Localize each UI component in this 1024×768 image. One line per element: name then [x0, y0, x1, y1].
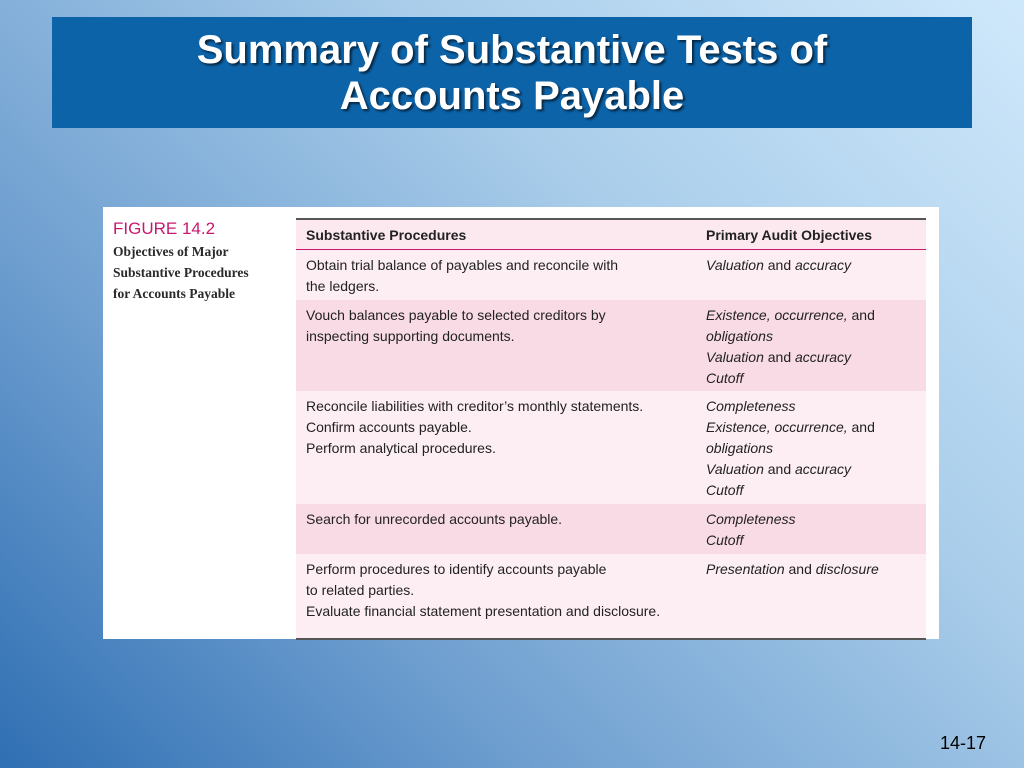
objective-text: Cutoff [706, 370, 744, 386]
table-row [296, 391, 926, 504]
procedure-line: Reconcile liabilities with creditor’s monthly statements. [306, 398, 644, 414]
objective-text: and [847, 419, 875, 435]
objective-text: disclosure [815, 561, 879, 577]
figure-description-1: Objectives of Major [113, 244, 229, 259]
objective-text: and [763, 257, 795, 273]
procedure-cell [296, 509, 696, 530]
procedure-line: Perform procedures to identify accounts payable [306, 561, 607, 577]
procedure-line: the ledgers. [306, 278, 380, 294]
objective-line [706, 559, 926, 580]
objective-text: and [847, 307, 875, 323]
objective-text: accuracy [795, 461, 852, 477]
objective-line [706, 509, 926, 530]
objective-line [706, 530, 926, 551]
figure-label: FIGURE 14.2 [113, 219, 216, 238]
objective-line [706, 396, 926, 417]
slide-number: 14-17 [940, 733, 987, 753]
objective-text: and [763, 461, 795, 477]
objective-text: Valuation [706, 349, 764, 365]
objective-text: and [763, 349, 795, 365]
objective-line [706, 438, 926, 459]
table-row [296, 504, 926, 554]
table-header [296, 220, 926, 250]
objective-line [706, 459, 926, 480]
objective-text: Completeness [706, 398, 796, 414]
objective-text: and [784, 561, 816, 577]
table-row [296, 300, 926, 391]
procedure-cell [296, 255, 696, 297]
objective-cell [696, 509, 926, 551]
figure-caption [113, 219, 288, 304]
procedure-line: Confirm accounts payable. [306, 419, 472, 435]
procedure-line: to related parties. [306, 582, 415, 598]
objective-line [706, 255, 926, 276]
objective-line [706, 347, 926, 368]
objective-line [706, 305, 926, 326]
figure-panel [103, 207, 939, 639]
objective-text: Presentation [706, 561, 785, 577]
table-row [296, 250, 926, 300]
procedure-cell [296, 305, 696, 347]
objective-text: Valuation [706, 257, 764, 273]
objective-text: accuracy [795, 349, 852, 365]
objective-cell [696, 396, 926, 501]
procedures-table [296, 218, 926, 640]
procedure-line: Vouch balances payable to selected creditors by [306, 307, 606, 323]
header-procedures: Substantive Procedures [306, 226, 467, 243]
procedure-line: Search for unrecorded accounts payable. [306, 511, 563, 527]
objective-line [706, 368, 926, 389]
objective-text: Cutoff [706, 532, 744, 548]
objective-text: accuracy [795, 257, 852, 273]
table-body [296, 250, 926, 638]
procedure-line: Perform analytical procedures. [306, 440, 496, 456]
slide-title: Summary of Substantive Tests of Accounts Payable [196, 27, 828, 118]
objective-cell [696, 255, 926, 276]
objective-text: obligations [706, 440, 773, 456]
objective-line [706, 326, 926, 347]
table-row [296, 554, 926, 638]
objective-text: Existence, occurrence, [706, 307, 848, 323]
procedure-line: inspecting supporting documents. [306, 328, 515, 344]
objective-text: obligations [706, 328, 773, 344]
objective-text: Completeness [706, 511, 796, 527]
header-objectives: Primary Audit Objectives [706, 226, 872, 243]
objective-text: Valuation [706, 461, 764, 477]
procedure-line: Obtain trial balance of payables and reconcile with [306, 257, 619, 273]
objective-text: Cutoff [706, 482, 744, 498]
procedure-line: Evaluate financial statement presentation and disclosure. [306, 603, 661, 619]
procedure-cell [296, 396, 696, 459]
title-bar [52, 17, 972, 128]
objective-line [706, 480, 926, 501]
objective-cell [696, 559, 926, 580]
objective-text: Existence, occurrence, [706, 419, 848, 435]
objective-cell [696, 305, 926, 389]
procedure-cell [296, 559, 696, 622]
figure-description-2: Substantive Procedures [113, 265, 249, 280]
objective-line [706, 417, 926, 438]
figure-description-3: for Accounts Payable [113, 286, 235, 301]
